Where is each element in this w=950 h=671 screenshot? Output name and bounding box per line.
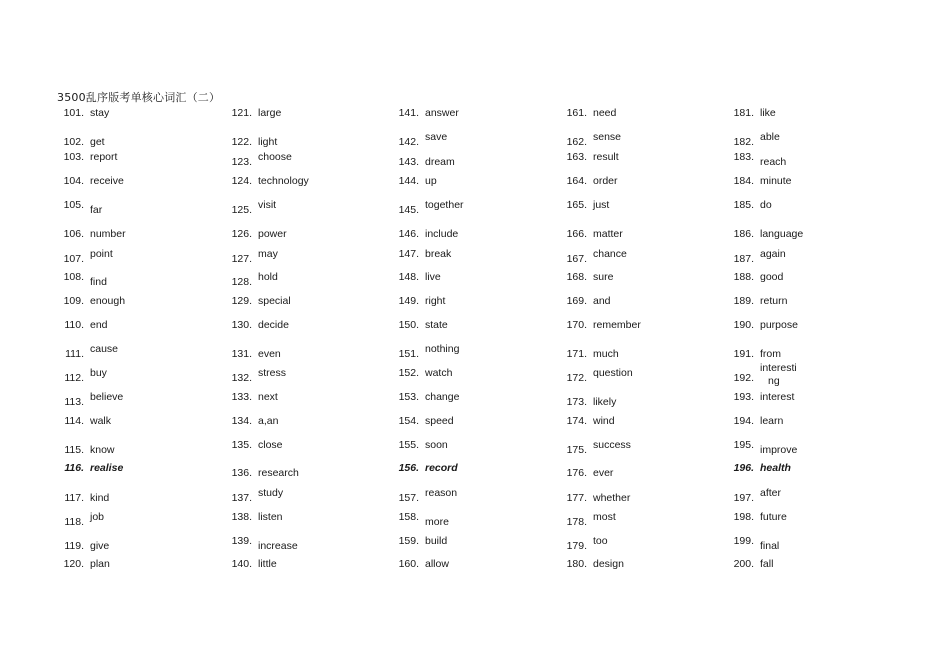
entry-number: 161. [566,107,587,119]
entry-number: 103. [63,151,84,163]
entry-word: health [760,462,791,474]
entry-word: future [760,511,787,523]
entry-word: study [258,487,284,499]
entry-number: 146. [398,228,419,240]
entry-number: 125. [231,204,252,216]
entry-number: 172. [566,372,587,384]
entry-word: need [593,107,617,119]
entry-word: enough [90,295,126,307]
entry-word: point [90,248,113,260]
entry-word: order [593,175,618,187]
entry-number: 179. [566,540,587,552]
entry-word: number [90,228,126,240]
entry-word: listen [258,511,283,523]
entry-number: 120. [63,558,84,570]
entry-number: 184. [733,175,754,187]
entry-number: 113. [64,396,84,408]
entry-word: like [760,107,776,119]
entry-number: 147. [398,248,419,260]
entry-word: right [425,295,446,307]
entry-word: again [760,248,786,260]
entry-number: 124. [231,175,252,187]
entry-number: 194. [733,415,754,427]
entry-number: 170. [566,319,587,331]
entry-word: return [760,295,788,307]
entry-word: light [258,136,278,148]
entry-number: 186. [733,228,754,240]
entry-word: job [90,511,105,523]
entry-word: end [90,319,108,331]
entry-word: choose [258,151,292,163]
entry-word: language [760,228,804,240]
entry-number: 140. [231,558,252,570]
entry-number: 110. [64,319,84,331]
entry-word: live [425,271,441,283]
entry-word: reach [760,156,787,168]
entry-word: build [425,535,448,547]
entry-number: 173. [566,396,587,408]
entry-word: receive [90,175,124,187]
entry-word: soon [425,439,448,451]
entry-word: a,an [258,415,279,427]
entry-number: 156. [398,462,419,474]
entry-word: do [760,199,772,211]
entry-word: remember [593,319,641,331]
entry-number: 121. [231,107,252,119]
entry-word: state [425,319,448,331]
entry-word: little [258,558,277,570]
entry-number: 189. [733,295,754,307]
entry-number: 141. [398,107,419,119]
entry-word: wind [593,415,615,427]
entry-word: watch [425,367,453,379]
entry-number: 131. [231,348,252,360]
entry-number: 152. [398,367,419,379]
wrapped-word-tail: ng [768,375,780,387]
entry-word: sure [593,271,614,283]
entry-word: kind [90,492,110,504]
entry-number: 149. [398,295,419,307]
entry-word: break [425,248,452,260]
entry-number: 168. [566,271,587,283]
entry-word: find [90,276,107,288]
entry-word: technology [258,175,309,187]
entry-number: 176. [566,467,587,479]
entry-number: 198. [733,511,754,523]
entry-number: 153. [398,391,419,403]
entry-word: fall [760,558,774,570]
entry-word: success [593,439,631,451]
entry-word: chance [593,248,627,260]
entry-word: increase [258,540,298,552]
entry-number: 174. [566,415,587,427]
entry-number: 151. [398,348,419,360]
entry-number: 150. [398,319,419,331]
entry-number: 177. [566,492,587,504]
entry-number: 171. [566,348,587,360]
entry-word: learn [760,415,784,427]
entry-number: 105. [63,199,84,211]
entry-number: 148. [398,271,419,283]
entry-number: 160. [398,558,419,570]
entry-number: 164. [566,175,587,187]
document-title: 3500乱序版考单核心词汇（二） [57,91,221,104]
entry-word: even [258,348,281,360]
entry-number: 122. [231,136,252,148]
entry-word: likely [593,396,617,408]
entry-number: 187. [733,253,754,265]
entry-word: much [593,348,619,360]
entry-word: most [593,511,616,523]
entry-number: 139. [231,535,252,547]
entry-word: next [258,391,278,403]
entry-number: 167. [566,253,587,265]
entry-number: 128. [231,276,252,288]
entry-number: 193. [733,391,754,403]
entry-number: 102. [63,136,84,148]
entry-word: speed [425,415,454,427]
entry-word: know [90,444,115,456]
entry-number: 136. [231,467,252,479]
entry-number: 162. [566,136,587,148]
entry-number: 178. [566,516,587,528]
entry-number: 143. [398,156,419,168]
entry-word: close [258,439,283,451]
entry-number: 127. [231,253,252,265]
entry-word: cause [90,343,119,355]
entry-word: realise [90,462,124,474]
entry-word: more [425,516,449,528]
entry-number: 123. [231,156,252,168]
entry-number: 134. [231,415,252,427]
entry-number: 109. [63,295,84,307]
entry-word: purpose [760,319,798,331]
entry-word: report [90,151,118,163]
entry-number: 185. [733,199,754,211]
entry-word: after [760,487,782,499]
entry-word: decide [258,319,289,331]
entry-number: 190. [733,319,754,331]
entry-word: improve [760,444,798,456]
entry-number: 181. [733,107,754,119]
entry-number: 144. [398,175,419,187]
entry-number: 133. [231,391,252,403]
entry-number: 117. [64,492,84,504]
entry-number: 195. [733,439,754,451]
entry-word: stress [258,367,287,379]
entry-number: 163. [566,151,587,163]
entry-number: 196. [733,462,754,474]
entry-number: 104. [63,175,84,187]
entry-word: dream [425,156,455,168]
entry-number: 175. [566,444,587,456]
entry-word: record [425,462,458,474]
entry-number: 132. [231,372,252,384]
entry-word: give [90,540,110,552]
entry-word: interest [760,391,795,403]
entry-word: far [90,204,103,216]
entry-number: 197. [733,492,754,504]
entry-word: buy [90,367,107,379]
entry-number: 169. [566,295,587,307]
entry-word: matter [593,228,623,240]
entry-word: walk [90,415,112,427]
entry-word: whether [593,492,631,504]
entry-number: 114. [64,415,84,427]
entry-number: 118. [64,516,84,528]
entry-word: too [593,535,608,547]
entry-word: reason [425,487,458,499]
entry-number: 200. [733,558,754,570]
entry-word: sense [593,131,622,143]
entry-number: 165. [566,199,587,211]
entry-word: just [593,199,610,211]
entry-number: 166. [566,228,587,240]
entry-number: 130. [231,319,252,331]
entry-number: 112. [64,372,84,384]
entry-number: 115. [64,444,84,456]
entry-number: 111. [65,348,84,360]
entry-word: hold [258,271,278,283]
entry-number: 108. [63,271,84,283]
entry-number: 119. [64,540,84,552]
entry-number: 188. [733,271,754,283]
entry-number: 126. [231,228,252,240]
entry-word: interesti [760,362,797,374]
entry-word: believe [90,391,124,403]
entry-word: save [425,131,448,143]
entry-number: 116. [64,462,84,474]
entry-number: 138. [231,511,252,523]
entry-number: 101. [63,107,84,119]
entry-word: large [258,107,282,119]
entry-word: visit [258,199,277,211]
entry-number: 182. [733,136,754,148]
entry-word: question [593,367,633,379]
entry-number: 180. [566,558,587,570]
entry-word: special [258,295,291,307]
entry-number: 142. [398,136,419,148]
entry-word: final [760,540,780,552]
entry-number: 192. [733,372,754,384]
entry-word: design [593,558,624,570]
entry-word: change [425,391,460,403]
entry-word: stay [90,107,110,119]
entry-number: 154. [398,415,419,427]
entry-number: 137. [231,492,252,504]
entry-word: able [760,131,780,143]
entry-number: 159. [398,535,419,547]
entry-number: 145. [398,204,419,216]
entry-word: power [258,228,287,240]
entry-number: 158. [398,511,419,523]
entry-word: result [593,151,619,163]
entry-word: answer [425,107,459,119]
entry-word: get [90,136,105,148]
entry-word: include [425,228,459,240]
entry-word: may [258,248,278,260]
entry-word: together [425,199,464,211]
entry-word: good [760,271,784,283]
entry-word: research [258,467,299,479]
entry-word: and [593,295,611,307]
entry-number: 199. [733,535,754,547]
entry-number: 191. [733,348,754,360]
entry-word: plan [90,558,110,570]
entry-number: 129. [231,295,252,307]
entry-word: from [760,348,781,360]
entry-word: minute [760,175,792,187]
entry-word: allow [425,558,449,570]
entry-number: 157. [398,492,419,504]
entry-word: nothing [425,343,460,355]
entry-number: 106. [63,228,84,240]
entry-word: ever [593,467,614,479]
entry-number: 183. [733,151,754,163]
entry-number: 155. [398,439,419,451]
entry-word: up [425,175,437,187]
entry-number: 107. [63,253,84,265]
entry-number: 135. [231,439,252,451]
